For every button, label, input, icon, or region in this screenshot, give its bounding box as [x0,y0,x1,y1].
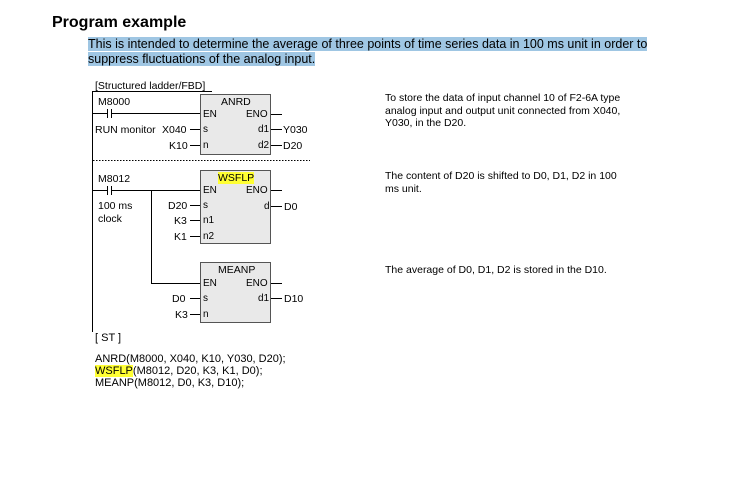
anrd-s-pin: s [203,124,208,135]
rung1-description: To store the data of input channel 10 of F2-6A type analog input and output unit connected from X040, Y030, in the D20. [385,92,621,129]
anrd-block-name: ANRD [221,96,251,108]
anrd-n-operand: K10 [169,140,188,152]
meanp-block [200,262,271,323]
run-monitor-caption: RUN monitor [95,124,156,136]
anrd-d2-operand: D20 [283,140,303,152]
st-wsflp-keyword: WSFLP [95,365,133,377]
clock-caption-2: clock [98,213,122,225]
meanp-d1-operand: D10 [284,293,304,305]
wsflp-d-operand: D0 [284,201,298,213]
meanp-block-name: MEANP [218,264,256,276]
meanp-s-pin: s [203,293,208,304]
meanp-en-pin: EN [203,278,217,289]
contact-m8012-label: M8012 [98,173,131,185]
anrd-d1-operand: Y030 [283,124,308,136]
meanp-n-operand: K3 [175,309,188,321]
wsflp-en-pin: EN [203,185,217,196]
st-line-3: MEANP(M8012, D0, K3, D10); [95,377,245,389]
anrd-d1-pin: d1 [258,124,270,135]
rung3-description: The average of D0, D1, D2 is stored in the D10. [385,264,607,276]
intro-text-2: suppress fluctuations of the analog input. [88,52,316,66]
wsflp-d-pin: d [264,201,270,212]
wsflp-n2-pin: n2 [203,231,215,242]
anrd-d2-pin: d2 [258,140,270,151]
wsflp-n1-pin: n1 [203,215,215,226]
st-line-2-args: (M8012, D20, K3, K1, D0); [132,365,263,377]
meanp-eno-pin: ENO [246,278,268,289]
contact-m8000-label: M8000 [98,96,131,108]
st-line-2 [95,365,263,377]
wsflp-n1-operand: K3 [174,215,187,227]
anrd-n-pin: n [203,140,209,151]
rung2-description: The content of D20 is shifted to D0, D1, D2 in 100 ms unit. [385,170,617,195]
anrd-s-operand: X040 [162,124,187,136]
clock-caption-1: 100 ms [98,200,133,212]
anrd-en-pin: EN [203,109,217,120]
page-title: Program example [52,14,187,31]
intro-text-1: This is intended to determine the average of three points of time series data in 100 ms unit in order to [88,37,648,51]
anrd-eno-pin: ENO [246,109,268,120]
wsflp-n2-operand: K1 [174,231,187,243]
meanp-n-pin: n [203,309,209,320]
meanp-d1-pin: d1 [258,293,270,304]
wsflp-eno-pin: ENO [246,185,268,196]
wsflp-block [200,170,271,244]
meanp-s-operand: D0 [172,293,186,305]
wsflp-s-pin: s [203,200,208,211]
st-label: [ ST ] [95,332,122,344]
wsflp-block-name: WSFLP [218,172,255,184]
section-label: [Structured ladder/FBD] [95,80,206,92]
wsflp-s-operand: D20 [168,200,188,212]
st-line-1: ANRD(M8000, X040, K10, Y030, D20); [95,353,286,365]
anrd-block [200,94,271,155]
